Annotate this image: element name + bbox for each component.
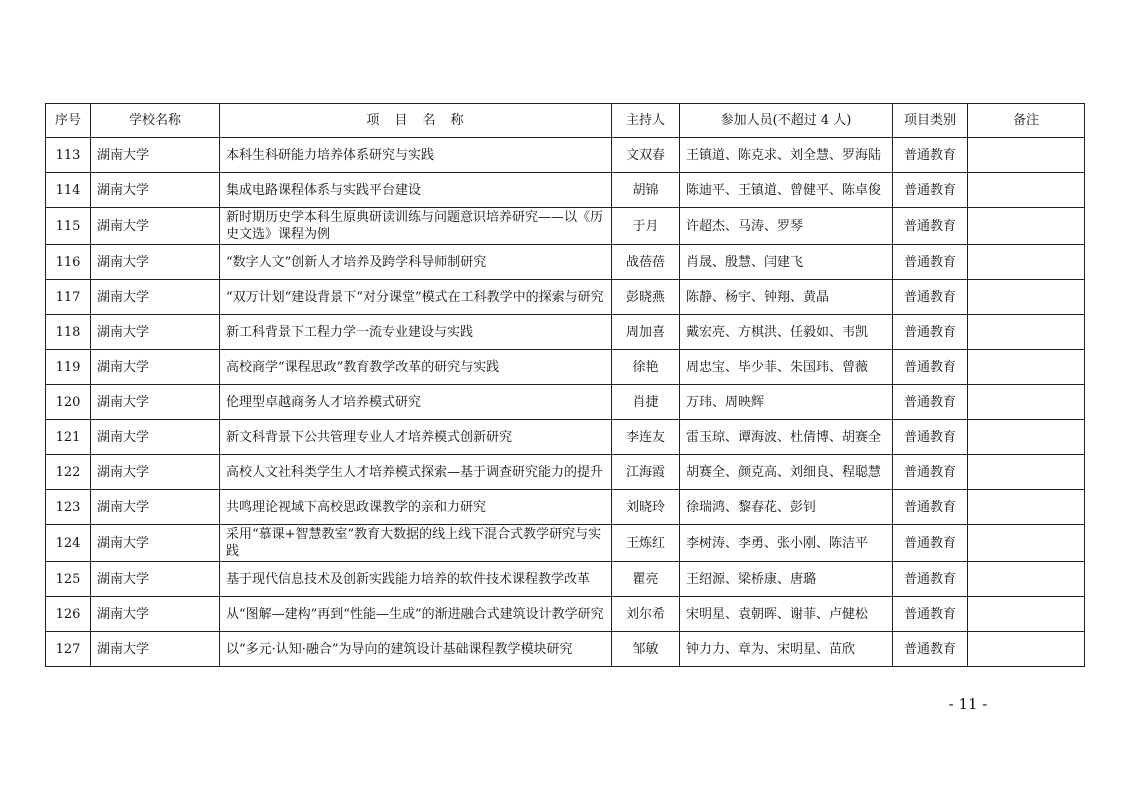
- table-row: [46, 315, 1085, 350]
- cell-project: 新文科背景下公共管理专业人才培养模式创新研究: [220, 420, 612, 455]
- table-header-row: [46, 104, 1085, 138]
- header-category: 项目类别: [893, 104, 968, 138]
- cell-category: 普通教育: [893, 632, 968, 667]
- cell-category: 普通教育: [893, 245, 968, 280]
- header-host: 主持人: [612, 104, 680, 138]
- cell-host: 周加喜: [612, 315, 680, 350]
- table-row: [46, 562, 1085, 597]
- table-row: [46, 420, 1085, 455]
- cell-no: 122: [46, 455, 91, 490]
- cell-members: 戴宏亮、方棋洪、任毅如、韦凯: [680, 315, 893, 350]
- cell-members: 王镇道、陈克求、刘全慧、罗海陆: [680, 138, 893, 173]
- cell-project: 从“图解—建构”再到“性能—生成”的渐进融合式建筑设计教学研究: [220, 597, 612, 632]
- table-row: [46, 632, 1085, 667]
- page-number: - 11 -: [948, 695, 988, 713]
- cell-category: 普通教育: [893, 562, 968, 597]
- table-row: [46, 280, 1085, 315]
- cell-members: 王绍源、梁桥康、唐璐: [680, 562, 893, 597]
- cell-remarks: [968, 525, 1085, 562]
- cell-school: 湖南大学: [91, 385, 220, 420]
- table-row: [46, 138, 1085, 173]
- cell-project: 基于现代信息技术及创新实践能力培养的软件技术课程教学改革: [220, 562, 612, 597]
- cell-no: 116: [46, 245, 91, 280]
- cell-members: 周忠宝、毕少菲、朱国玮、曾薇: [680, 350, 893, 385]
- cell-remarks: [968, 420, 1085, 455]
- cell-remarks: [968, 208, 1085, 245]
- cell-host: 于月: [612, 208, 680, 245]
- cell-remarks: [968, 173, 1085, 208]
- cell-category: 普通教育: [893, 490, 968, 525]
- table-row: [46, 245, 1085, 280]
- cell-remarks: [968, 597, 1085, 632]
- cell-category: 普通教育: [893, 315, 968, 350]
- cell-school: 湖南大学: [91, 173, 220, 208]
- cell-category: 普通教育: [893, 420, 968, 455]
- cell-school: 湖南大学: [91, 420, 220, 455]
- cell-host: 王炼红: [612, 525, 680, 562]
- cell-category: 普通教育: [893, 597, 968, 632]
- cell-project: 本科生科研能力培养体系研究与实践: [220, 138, 612, 173]
- cell-school: 湖南大学: [91, 138, 220, 173]
- cell-category: 普通教育: [893, 385, 968, 420]
- cell-host: 胡锦: [612, 173, 680, 208]
- cell-project: 高校商学“课程思政”教育教学改革的研究与实践: [220, 350, 612, 385]
- cell-no: 124: [46, 525, 91, 562]
- cell-members: 陈迪平、王镇道、曾健平、陈卓俊: [680, 173, 893, 208]
- table-row: [46, 490, 1085, 525]
- cell-school: 湖南大学: [91, 315, 220, 350]
- cell-members: 陈静、杨宇、钟翔、黄晶: [680, 280, 893, 315]
- header-remarks: 备注: [968, 104, 1085, 138]
- cell-no: 119: [46, 350, 91, 385]
- cell-host: 刘尔希: [612, 597, 680, 632]
- cell-host: 彭晓燕: [612, 280, 680, 315]
- cell-no: 114: [46, 173, 91, 208]
- cell-school: 湖南大学: [91, 350, 220, 385]
- cell-remarks: [968, 245, 1085, 280]
- cell-category: 普通教育: [893, 525, 968, 562]
- cell-members: 胡赛全、颜克高、刘细良、程聪慧: [680, 455, 893, 490]
- table-row: [46, 385, 1085, 420]
- cell-project: “双万计划“建设背景下“对分课堂”模式在工科教学中的探索与研究: [220, 280, 612, 315]
- cell-no: 126: [46, 597, 91, 632]
- cell-no: 115: [46, 208, 91, 245]
- cell-category: 普通教育: [893, 280, 968, 315]
- cell-host: 邹敏: [612, 632, 680, 667]
- cell-host: 文双春: [612, 138, 680, 173]
- cell-school: 湖南大学: [91, 455, 220, 490]
- cell-school: 湖南大学: [91, 525, 220, 562]
- cell-members: 雷玉琼、谭海波、杜倩博、胡赛全: [680, 420, 893, 455]
- header-school: 学校名称: [91, 104, 220, 138]
- cell-project: 共鸣理论视域下高校思政课教学的亲和力研究: [220, 490, 612, 525]
- cell-school: 湖南大学: [91, 208, 220, 245]
- cell-members: 肖晟、殷慧、闫建飞: [680, 245, 893, 280]
- cell-category: 普通教育: [893, 350, 968, 385]
- cell-school: 湖南大学: [91, 562, 220, 597]
- cell-no: 127: [46, 632, 91, 667]
- cell-remarks: [968, 632, 1085, 667]
- cell-category: 普通教育: [893, 455, 968, 490]
- cell-project: 集成电路课程体系与实践平台建设: [220, 173, 612, 208]
- cell-school: 湖南大学: [91, 280, 220, 315]
- header-members: 参加人员(不超过 4 人): [680, 104, 893, 138]
- cell-no: 118: [46, 315, 91, 350]
- cell-members: 许超杰、马涛、罗琴: [680, 208, 893, 245]
- table-row: [46, 350, 1085, 385]
- cell-category: 普通教育: [893, 138, 968, 173]
- cell-remarks: [968, 315, 1085, 350]
- header-project: 项 目 名 称: [220, 104, 612, 138]
- cell-project: 新时期历史学本科生原典研读训练与问题意识培养研究——以《历史文选》课程为例: [220, 208, 612, 245]
- cell-remarks: [968, 562, 1085, 597]
- cell-school: 湖南大学: [91, 632, 220, 667]
- cell-host: 徐艳: [612, 350, 680, 385]
- cell-no: 120: [46, 385, 91, 420]
- cell-project: 高校人文社科类学生人才培养模式探索—基于调查研究能力的提升: [220, 455, 612, 490]
- cell-host: 刘晓玲: [612, 490, 680, 525]
- table-row: [46, 525, 1085, 562]
- cell-category: 普通教育: [893, 173, 968, 208]
- cell-members: 宋明星、袁朝晖、谢菲、卢健松: [680, 597, 893, 632]
- cell-host: 李连友: [612, 420, 680, 455]
- cell-members: 徐瑞鸿、黎春花、彭钊: [680, 490, 893, 525]
- cell-project: 新工科背景下工程力学一流专业建设与实践: [220, 315, 612, 350]
- cell-members: 万玮、周映辉: [680, 385, 893, 420]
- cell-project: 伦理型卓越商务人才培养模式研究: [220, 385, 612, 420]
- cell-school: 湖南大学: [91, 245, 220, 280]
- cell-remarks: [968, 350, 1085, 385]
- cell-host: 肖捷: [612, 385, 680, 420]
- cell-no: 113: [46, 138, 91, 173]
- header-no: 序号: [46, 104, 91, 138]
- cell-remarks: [968, 490, 1085, 525]
- cell-members: 李树涛、李勇、张小刚、陈洁平: [680, 525, 893, 562]
- table-row: [46, 597, 1085, 632]
- cell-remarks: [968, 385, 1085, 420]
- cell-school: 湖南大学: [91, 597, 220, 632]
- cell-remarks: [968, 280, 1085, 315]
- cell-host: 瞿亮: [612, 562, 680, 597]
- cell-project: 以“多元·认知·融合”为导向的建筑设计基础课程教学模块研究: [220, 632, 612, 667]
- cell-school: 湖南大学: [91, 490, 220, 525]
- cell-project: 采用“慕课+智慧教室”教育大数据的线上线下混合式教学研究与实践: [220, 525, 612, 562]
- cell-members: 钟力力、章为、宋明星、苗欣: [680, 632, 893, 667]
- cell-no: 125: [46, 562, 91, 597]
- cell-no: 123: [46, 490, 91, 525]
- cell-project: “数字人文”创新人才培养及跨学科导师制研究: [220, 245, 612, 280]
- cell-remarks: [968, 455, 1085, 490]
- cell-no: 121: [46, 420, 91, 455]
- cell-host: 战蓓蓓: [612, 245, 680, 280]
- project-table: [45, 103, 1085, 667]
- table-row: [46, 455, 1085, 490]
- table-row: [46, 173, 1085, 208]
- cell-host: 江海霞: [612, 455, 680, 490]
- cell-no: 117: [46, 280, 91, 315]
- cell-remarks: [968, 138, 1085, 173]
- cell-category: 普通教育: [893, 208, 968, 245]
- table-row: [46, 208, 1085, 245]
